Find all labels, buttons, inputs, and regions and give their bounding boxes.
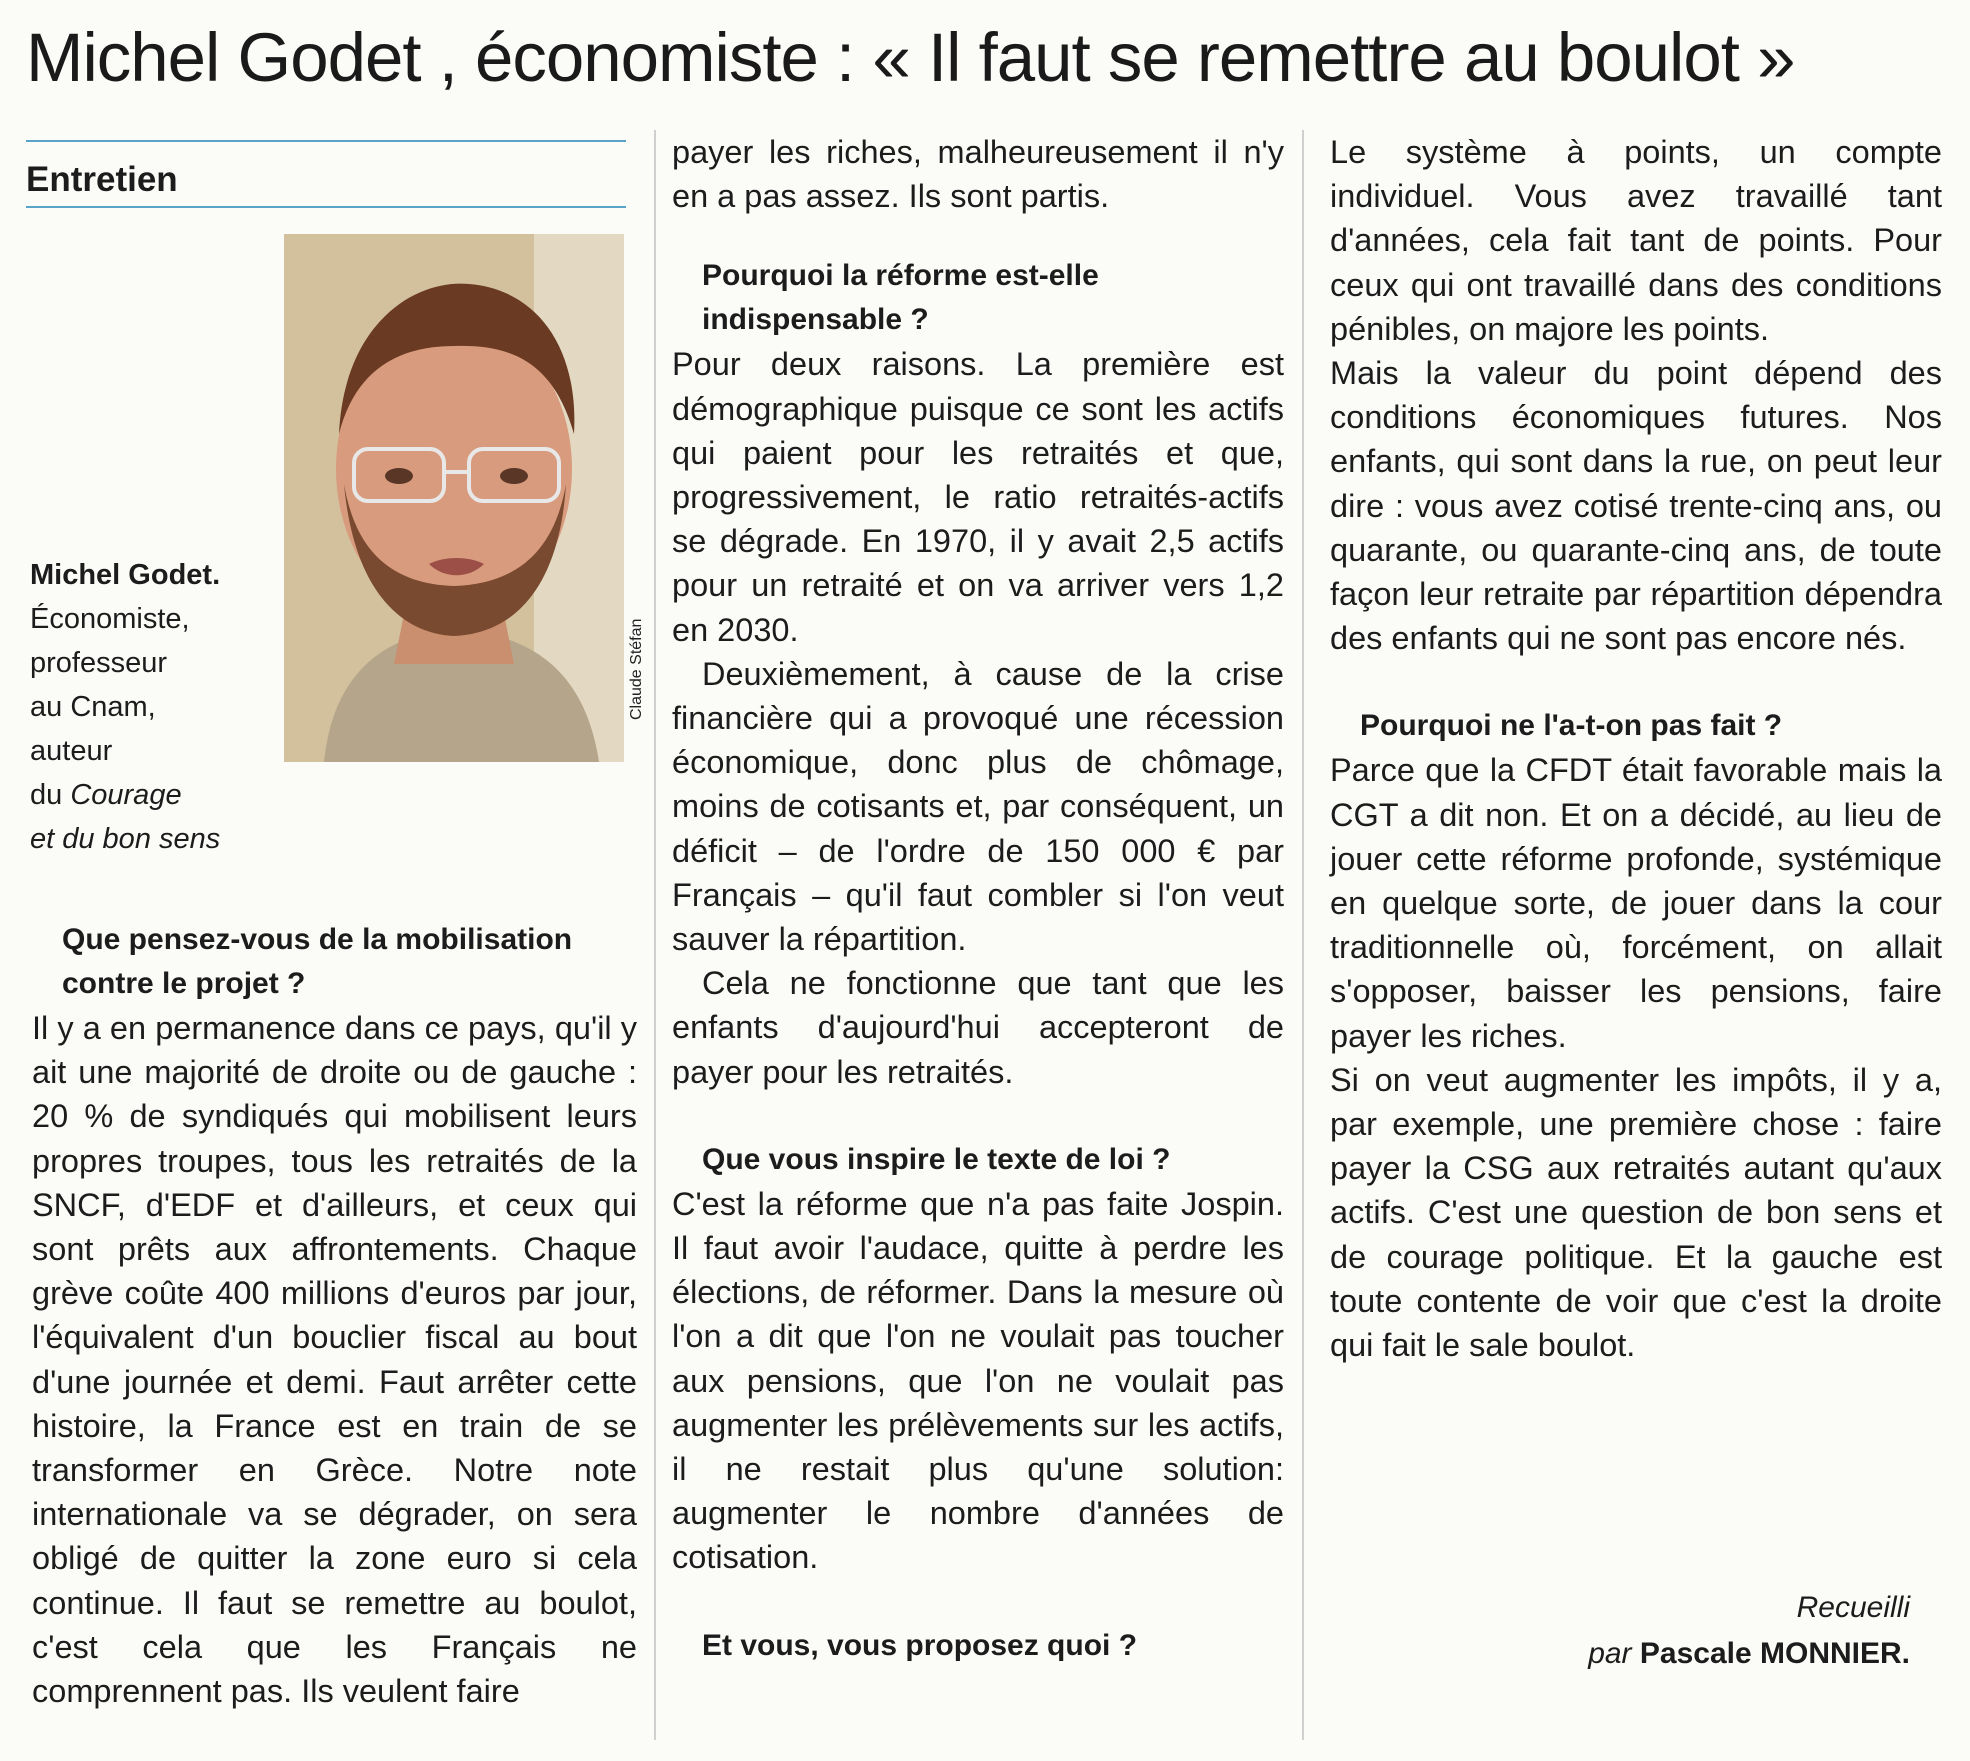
- portrait-photo: [284, 234, 624, 762]
- byline-author-line: [1588, 1631, 1910, 1677]
- answer-reforme-p1: Pour deux raisons. La première est démographique puisque ce sont les actifs qui paient pour les retraités et que, progressivement, le ratio retraités-actifs se dégrade. En 1970, il y avait 2,5 actifs pour un retraité et on va arriver vers 1,2 en 2030.: [672, 346, 1284, 648]
- photo-caption: [30, 553, 280, 861]
- question-proposition: Et vous, vous proposez quoi ?: [702, 1628, 1138, 1662]
- caption-book-prefix: du: [30, 779, 71, 811]
- caption-book-title: Courage: [70, 779, 182, 811]
- column-separator: [1302, 130, 1304, 1740]
- answer-continuation: payer les riches, malheureusement il n'y en a pas assez. Ils sont partis.: [672, 134, 1284, 215]
- spacer: [1330, 660, 1942, 704]
- answer-mobilisation: Il y a en permanence dans ce pays, qu'il y ait une majorité de droite ou de gauche : 20 % de syndiqués qui mobilisent leurs propres troupes, tous les retraités de la SNCF, d'EDF et d'ailleurs, et ceux qui sont prêts aux affrontements. Chaque grève coûte 400 millions d'euros par jour, l'équivalent d'un bouclier fiscal au bout d'une journée et demi. Faut arrêter cette histoire, la France est en train de se transformer en Grèce. Notre note internationale va se dégrader, on sera obligé de quitter la zone euro si cela continue. Il faut se remettre au boulot, c'est cela que les Français ne comprennent pas. Ils veulent faire: [32, 1010, 637, 1710]
- caption-line: professeur: [30, 647, 168, 679]
- rubric-bottom-rule: [26, 206, 626, 208]
- caption-line: auteur: [30, 735, 113, 767]
- caption-book-line: [30, 773, 280, 817]
- answer-reforme-p3: Cela ne fonctionne que tant que les enfants d'aujourd'hui accepteront de payer pour les retraités.: [672, 965, 1284, 1090]
- question-texte-loi: Que vous inspire le texte de loi ?: [702, 1142, 1171, 1176]
- column-3: [1330, 130, 1942, 1367]
- caption-line: Économiste,: [30, 603, 190, 635]
- photo-credit: Claude Stéfan: [628, 618, 645, 720]
- answer-pas-fait-p1: Parce que la CFDT était favorable mais la CGT a dit non. Et on a décidé, au lieu de jouer cette réforme profonde, systémique en quelque sorte, de jouer dans la cour traditionnelle où, forcément, on allait s'opposer, baisser les pensions, faire payer les riches.: [1330, 752, 1942, 1054]
- rubric-top-rule: [26, 140, 626, 142]
- question-reforme: Pourquoi la réforme est-elle indispensable ?: [702, 259, 1099, 337]
- rubric: Entretien: [26, 160, 178, 199]
- column-separator: [654, 130, 656, 1740]
- byline: [1588, 1585, 1910, 1677]
- question-pas-fait: Pourquoi ne l'a-t-on pas fait ?: [1360, 709, 1783, 743]
- caption-line: au Cnam,: [30, 691, 156, 723]
- column-2: [672, 130, 1284, 1668]
- caption-book-title-continued: et du bon sens: [30, 823, 221, 855]
- spacer: [672, 1580, 1284, 1624]
- headline: Michel Godet , économiste : « Il faut se remettre au boulot »: [26, 19, 1795, 96]
- column-1: [32, 918, 637, 1713]
- answer-pas-fait-p2: Si on veut augmenter les impôts, il y a, par exemple, une première chose : faire payer la CSG aux retraités autant qu'aux actifs. C'est une question de bon sens et de courage politique. Et la gauche est toute contente de voir que c'est la droite qui fait le sale boulot.: [1330, 1061, 1942, 1364]
- answer-proposition-p2: Mais la valeur du point dépend des conditions économiques futures. Nos enfants, qui sont dans la rue, on peut leur dire : vous avez cotisé trente-cinq ans, ou quarante, ou quarante-cinq ans, de toute façon leur retraite par répartition dépendra des enfants qui ne sont pas encore nés.: [1330, 355, 1942, 657]
- answer-proposition-p1: Le système à points, un compte individuel. Vous avez travaillé tant d'années, cela fait tant de points. Pour ceux qui ont travaillé dans des conditions pénibles, on majore les points.: [1330, 134, 1942, 347]
- caption-name: Michel Godet.: [30, 559, 221, 591]
- portrait-illustration: [284, 234, 624, 762]
- spacer: [672, 1094, 1284, 1138]
- question-mobilisation: Que pensez-vous de la mobilisation contre le projet ?: [62, 923, 573, 1000]
- byline-collected: Recueilli: [1796, 1591, 1910, 1624]
- byline-by: par: [1588, 1637, 1640, 1670]
- spacer: [672, 218, 1284, 254]
- answer-texte-loi: C'est la réforme que n'a pas faite Jospin. Il faut avoir l'audace, quitte à perdre les élections, de réformer. Dans la mesure où l'on a dit que l'on ne voulait pas toucher aux pensions, que l'on ne voulait pas augmenter les prélèvements sur les actifs, il ne restait plus qu'une solution: augmenter le nombre d'années de cotisation.: [672, 1185, 1284, 1576]
- answer-reforme-p2: Deuxièmement, à cause de la crise financière qui a provoqué une récession économique, donc plus de chômage, moins de cotisants et, par conséquent, un déficit – de l'ordre de 150 000 € par Français – qu'il faut combler si l'on veut sauver la répartition.: [672, 655, 1284, 958]
- byline-author: Pascale MONNIER.: [1639, 1637, 1910, 1670]
